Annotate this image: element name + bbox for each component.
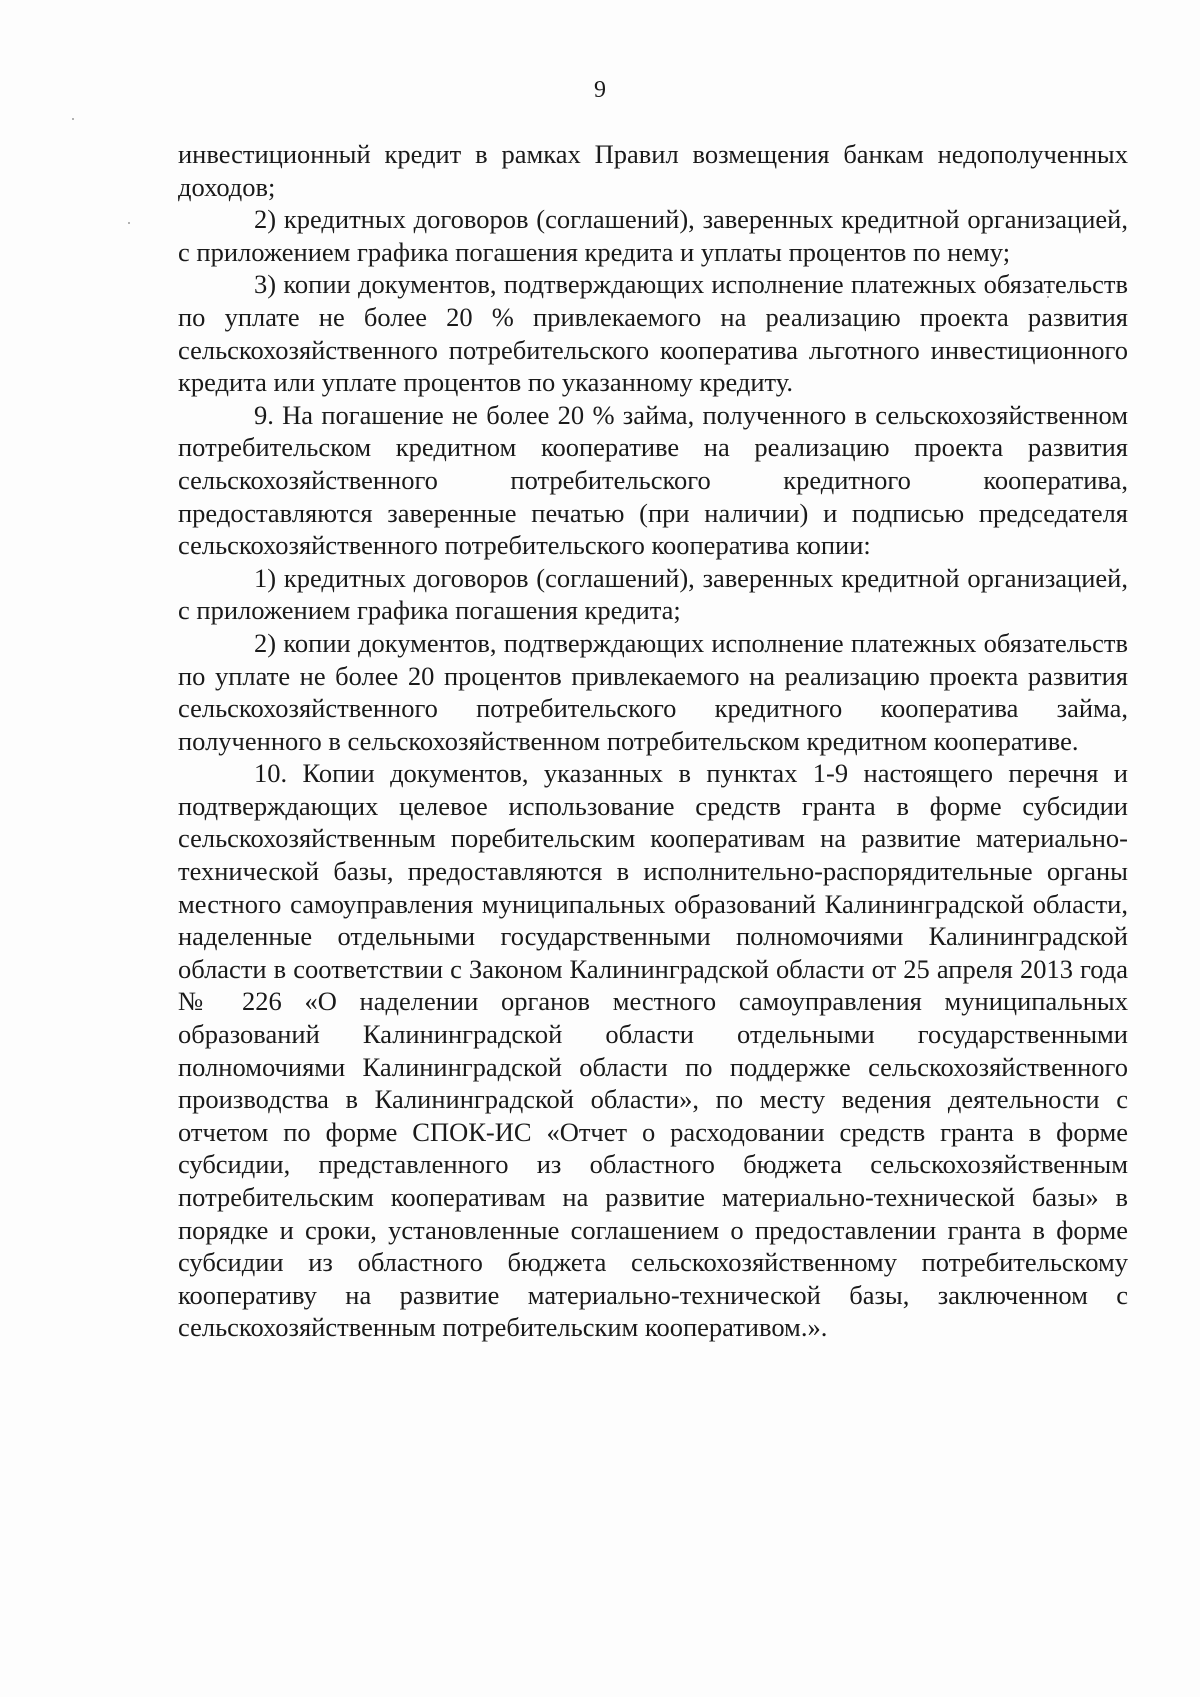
- document-body: [178, 138, 1128, 1344]
- paragraph-continuation: инвестиционный кредит в рамках Правил возмещения банкам недополученных доходов;: [178, 139, 1128, 202]
- scan-speck: [72, 118, 74, 120]
- paragraph-section-9-item-2: 2) копии документов, подтверждающих исполнение платежных обязательств по уплате не более 20 процентов привлекаемого на реализацию проекта развития сельскохозяйственного потребительского кредитного кооператива займа, полученного в сельскохозяйственном потребительском кредитном кооперативе.: [178, 627, 1128, 756]
- paragraph-item-2-credit-agreements: 2) кредитных договоров (соглашений), заверенных кредитной организацией, с приложением графика погашения кредита и уплаты процентов по нему;: [178, 204, 1128, 267]
- paragraph-section-9-item-1: 1) кредитных договоров (соглашений), заверенных кредитной организацией, с приложением графика погашения кредита;: [178, 562, 1128, 626]
- page-number: 9: [594, 77, 606, 103]
- paragraph-section-9: 9. На погашение не более 20 % займа, полученного в сельскохозяйственном потребительском кредитном кооперативе на реализацию проекта развития сельскохозяйственного потребительского кредитного кооператива, предоставляются заверенные печатью (при наличии) и подписью председателя сельскохозяйственного потребительского кооператива копии:: [178, 399, 1128, 561]
- scan-speck: [128, 222, 130, 224]
- paragraph-item-3-payment-documents: 3) копии документов, подтверждающих исполнение платежных обязательств по уплате не более 20 % привлекаемого на реализацию проекта развития сельскохозяйственного потребительского кооператива льготного инвестиционного кредита или уплате процентов по указанному кредиту.: [178, 269, 1128, 398]
- paragraph-section-10: 10. Копии документов, указанных в пунктах 1-9 настоящего перечня и подтверждающих целевое использование средств гранта в форме субсидии сельскохозяйственным поребительским кооперативам на развитие материально-технической базы, предоставляются в исполнительно-распорядительные органы местного самоуправления муниципальных образований Калининградской области, наделенные отдельными государственными полномочиями Калининградской области в соответствии с Законом Калининградской области от 25 апреля 2013 года № 226 «О наделении органов местного самоуправления муниципальных образований Калининградской области отдельными государственными полномочиями Калининградской области по поддержке сельскохозяйственного производства в Калининградской области», по месту ведения деятельности с отчетом по форме СПОК-ИС «Отчет о расходовании средств гранта в форме субсидии, представленного из областного бюджета сельскохозяйственным потребительским кооперативам на развитие материально-технической базы» в порядке и сроки, установленные соглашением о предоставлении гранта в форме субсидии из областного бюджета сельскохозяйственному потребительскому кооперативу на развитие материально-технической базы, заключенном с сельскохозяйственным потребительским кооперативом.».: [178, 758, 1128, 1343]
